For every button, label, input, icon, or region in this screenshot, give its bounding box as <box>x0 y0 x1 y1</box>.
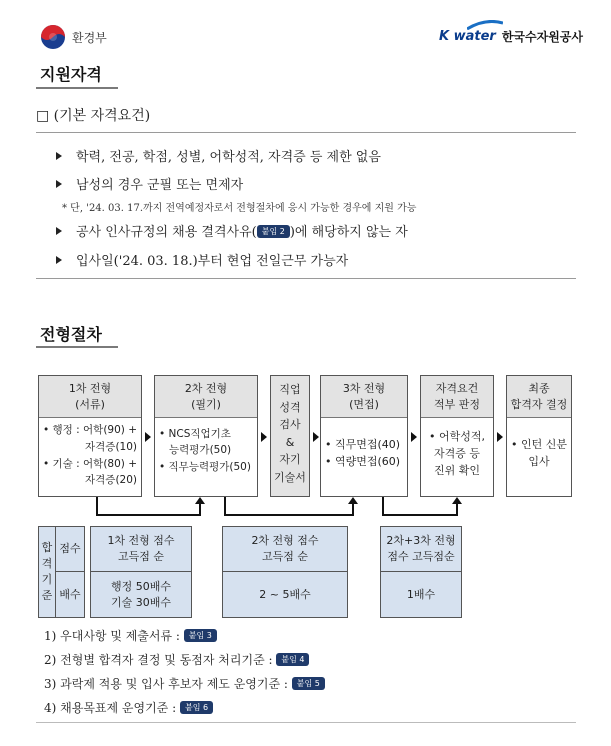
attachment-badge[interactable]: 붙임 6 <box>180 701 213 714</box>
kwater-name: 한국수자원공사 <box>501 30 583 44</box>
footnote-item: 3) 과락제 적용 및 입사 후보자 제도 운영기준 : 붙임 5 <box>44 675 325 692</box>
up-arrow-icon <box>348 497 358 504</box>
section-title-process: 전형절차 <box>40 325 102 344</box>
bullet-triangle-icon <box>56 180 62 188</box>
criteria-score-label: 점수 <box>55 526 85 572</box>
bullet-triangle-icon <box>56 256 62 264</box>
section-title-eligibility: 지원자격 <box>40 65 102 84</box>
stage-1-document: 1차 전형 (서류) • 행정 : 어학(90) + 자격증(10) • 기술 : 어학(80) + 자격증(20) <box>38 375 142 497</box>
kwater-wave-icon <box>467 20 503 30</box>
stage-2-written: 2차 전형 (필기) • NCS직업기초 능력평가(50) • 직무능력평가(50) <box>154 375 258 497</box>
flow-arrow-icon <box>261 432 267 442</box>
attachment-badge[interactable]: 붙임 5 <box>292 677 325 690</box>
requirement-item: 학력, 전공, 학점, 성별, 어학성적, 자격증 등 제한 없음 <box>56 146 381 165</box>
stage-3-interview: 3차 전형 (면접) • 직무면접(40) • 역량면접(60) <box>320 375 408 497</box>
criteria-1-multiple: 행정 50배수 기술 30배수 <box>90 571 192 618</box>
kwater-logo <box>439 28 583 45</box>
ministry-emblem-icon <box>40 24 66 50</box>
criteria-1-score: 1차 전형 점수 고득점 순 <box>90 526 192 572</box>
footnote-item: 2) 전형별 합격자 결정 및 동점자 처리기준 : 붙임 4 <box>44 651 309 668</box>
attachment-badge[interactable]: 붙임 3 <box>184 629 217 642</box>
section-underline <box>36 346 118 348</box>
criteria-2-score: 2차 전형 점수 고득점 순 <box>222 526 348 572</box>
flow-arrow-icon <box>411 432 417 442</box>
kwater-mark: K water <box>439 29 496 44</box>
flow-arrow-icon <box>313 432 319 442</box>
attachment-badge[interactable]: 붙임 4 <box>276 653 309 666</box>
criteria-3-multiple: 1배수 <box>380 571 462 618</box>
divider-top <box>36 132 576 133</box>
stage-final-decision: 최종 합격자 결정 • 인턴 신분 입사 <box>506 375 572 497</box>
footnote-item: 1) 우대사항 및 제출서류 : 붙임 3 <box>44 627 217 644</box>
attachment-badge[interactable]: 붙임 2 <box>257 225 290 238</box>
connector <box>382 514 457 516</box>
flow-arrow-icon <box>497 432 503 442</box>
requirement-item: 공사 인사규정의 채용 결격사유( 붙임 2 )에 해당하지 않는 자 <box>56 221 408 240</box>
flow-arrow-icon <box>145 432 151 442</box>
connector <box>456 503 458 516</box>
basic-requirements-heading: □ (기본 자격요건) <box>36 108 151 124</box>
connector <box>224 514 353 516</box>
criteria-3-score: 2차+3차 전형 점수 고득점순 <box>380 526 462 572</box>
connector <box>96 514 200 516</box>
up-arrow-icon <box>195 497 205 504</box>
requirement-item: 남성의 경우 군필 또는 면제자 <box>56 174 243 193</box>
requirement-note: * 단, '24. 03. 17.까지 전역예정자로서 전형절차에 응시 가능한 경우에 지원 가능 <box>62 203 417 214</box>
divider-bottom <box>36 278 576 279</box>
divider-footer <box>36 722 576 723</box>
stage-qualification-check: 자격요건 적부 판정 • 어학성적, 자격증 등 진위 확인 <box>420 375 494 497</box>
bullet-triangle-icon <box>56 152 62 160</box>
footnote-item: 4) 채용목표제 운영기준 : 붙임 6 <box>44 699 213 716</box>
up-arrow-icon <box>452 497 462 504</box>
pass-criteria-label: 합 격 기 준 <box>38 526 56 618</box>
ministry-name: 환경부 <box>72 30 107 45</box>
stage-aptitude-test: 직업 성격 검사 & 자기 기술서 <box>270 375 310 497</box>
criteria-2-multiple: 2 ~ 5배수 <box>222 571 348 618</box>
criteria-multiple-label: 배수 <box>55 571 85 618</box>
ministry-logo <box>40 24 107 50</box>
connector <box>352 503 354 516</box>
bullet-triangle-icon <box>56 227 62 235</box>
connector <box>199 503 201 516</box>
section-underline <box>36 87 118 89</box>
requirement-item: 입사일('24. 03. 18.)부터 현업 전일근무 가능자 <box>56 250 348 269</box>
